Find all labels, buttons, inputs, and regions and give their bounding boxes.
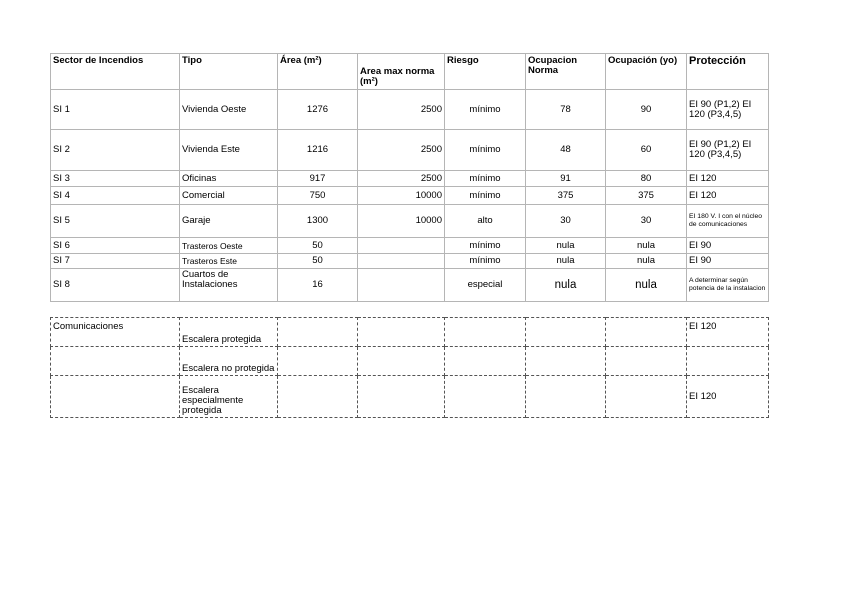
table-row (51, 318, 769, 347)
cell-ocupacion-norma: nula (526, 238, 606, 254)
cell-area: 50 (278, 238, 358, 254)
table-row (51, 238, 769, 254)
cell-tipo: Vivienda Este (180, 130, 278, 171)
header-area-max: Area max norma (m²) (358, 54, 445, 90)
cell-riesgo: mínimo (445, 90, 526, 130)
cell-proteccion: EI 90 (P1,2) EI 120 (P3,4,5) (687, 130, 769, 171)
cell-ocupacion-yo: 60 (606, 130, 687, 171)
cell-riesgo: mínimo (445, 187, 526, 205)
cell-area: 16 (278, 269, 358, 302)
header-riesgo: Riesgo (445, 54, 526, 90)
table-row (51, 347, 769, 376)
communications-table (50, 317, 769, 418)
cell-proteccion: EI 120 (687, 171, 769, 187)
cell-ocupacion-yo: nula (606, 269, 687, 302)
cell-sector: SI 7 (51, 254, 180, 269)
cell-ocupacion-yo: 375 (606, 187, 687, 205)
cell-sector: SI 6 (51, 238, 180, 254)
cell-tipo: Escalera especialmente protegida (180, 376, 278, 418)
cell-ocupacion-norma: 375 (526, 187, 606, 205)
cell-area: 1216 (278, 130, 358, 171)
cell-area-max (358, 238, 445, 254)
cell-ocupacion-yo: 80 (606, 171, 687, 187)
cell-ocupacion-norma: 30 (526, 205, 606, 238)
cell-tipo: Trasteros Este (180, 254, 278, 269)
cell-area-max: 2500 (358, 171, 445, 187)
cell-area-max: 2500 (358, 90, 445, 130)
header-row (51, 54, 769, 90)
cell-ocupacion-norma: 91 (526, 171, 606, 187)
cell-ocupacion-yo: nula (606, 254, 687, 269)
cell-area-max: 10000 (358, 187, 445, 205)
cell-area-max: 10000 (358, 205, 445, 238)
cell-tipo: Oficinas (180, 171, 278, 187)
cell-riesgo: mínimo (445, 130, 526, 171)
cell-sector: SI 5 (51, 205, 180, 238)
cell-area-max (358, 254, 445, 269)
table-row (51, 130, 769, 171)
cell-sector: SI 1 (51, 90, 180, 130)
cell-sector: SI 3 (51, 171, 180, 187)
table-row (51, 376, 769, 418)
header-tipo: Tipo (180, 54, 278, 90)
cell-tipo: Cuartos de Instalaciones (180, 269, 278, 302)
cell-proteccion: EI 120 (687, 318, 769, 347)
cell-proteccion: EI 120 (687, 187, 769, 205)
cell-proteccion: EI 120 (687, 376, 769, 418)
cell-proteccion: EI 90 (687, 238, 769, 254)
table-row (51, 269, 769, 302)
cell-riesgo: mínimo (445, 171, 526, 187)
cell-ocupacion-norma: nula (526, 269, 606, 302)
cell-ocupacion-yo: 90 (606, 90, 687, 130)
table-row (51, 205, 769, 238)
cell-area: 50 (278, 254, 358, 269)
cell-tipo: Comercial (180, 187, 278, 205)
cell-area: 917 (278, 171, 358, 187)
header-ocupacion-norma: Ocupacion Norma (526, 54, 606, 90)
cell-riesgo: especial (445, 269, 526, 302)
cell-area-max: 2500 (358, 130, 445, 171)
cell-proteccion: EI 180 V. I con el núcleo de comunicaciones (687, 205, 769, 238)
cell-proteccion: EI 90 (P1,2) EI 120 (P3,4,5) (687, 90, 769, 130)
cell-tipo: Vivienda Oeste (180, 90, 278, 130)
table-row (51, 90, 769, 130)
cell-proteccion: EI 90 (687, 254, 769, 269)
cell-sector: SI 2 (51, 130, 180, 171)
cell-riesgo: mínimo (445, 238, 526, 254)
cell-tipo: Escalera no protegida (180, 347, 278, 376)
header-proteccion: Protección (687, 54, 769, 90)
cell-riesgo: mínimo (445, 254, 526, 269)
cell-tipo: Trasteros Oeste (180, 238, 278, 254)
cell-proteccion (687, 347, 769, 376)
cell-proteccion: A determinar según potencia de la instalacion (687, 269, 769, 302)
cell-sector: SI 4 (51, 187, 180, 205)
table-row (51, 254, 769, 269)
cell-area: 1276 (278, 90, 358, 130)
cell-ocupacion-norma: 78 (526, 90, 606, 130)
cell-area-max (358, 269, 445, 302)
cell-ocupacion-norma: nula (526, 254, 606, 269)
cell-area: 1300 (278, 205, 358, 238)
cell-tipo: Garaje (180, 205, 278, 238)
cell-tipo: Escalera protegida (180, 318, 278, 347)
cell-area: 750 (278, 187, 358, 205)
header-area: Área (m²) (278, 54, 358, 90)
fire-sectors-table (50, 53, 769, 302)
cell-ocupacion-yo: 30 (606, 205, 687, 238)
cell-sector: SI 8 (51, 269, 180, 302)
header-ocupacion-yo: Ocupación (yo) (606, 54, 687, 90)
cell-riesgo: alto (445, 205, 526, 238)
table-row (51, 171, 769, 187)
header-sector: Sector de Incendios (51, 54, 180, 90)
comm-label: Comunicaciones (51, 318, 180, 347)
cell-ocupacion-yo: nula (606, 238, 687, 254)
table-row (51, 187, 769, 205)
cell-ocupacion-norma: 48 (526, 130, 606, 171)
